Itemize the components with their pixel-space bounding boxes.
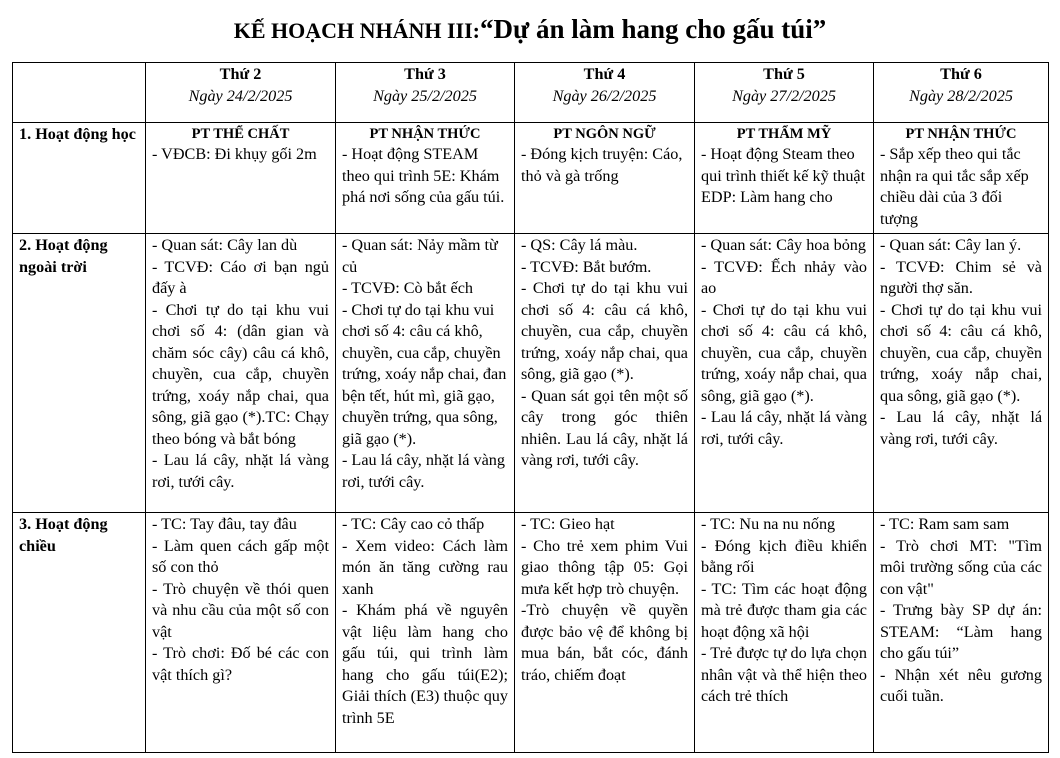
- activity-line: - Làm quen cách gấp một số con thỏ: [152, 536, 329, 576]
- activity-line: - TC: Ram sam sam: [880, 515, 1010, 533]
- activity-line: - TC: Nu na nu nống: [701, 515, 836, 533]
- activity-cell: [336, 234, 515, 513]
- activity-line: - Quan sát: Cây hoa bỏng: [701, 236, 866, 254]
- table-row: [13, 513, 1049, 753]
- activity-cell: [874, 234, 1049, 513]
- activity-line: - TCVĐ: Ếch nhảy vào ao: [701, 257, 867, 297]
- activity-line: - Trò chơi: Đố bé các con vật thích gì?: [152, 644, 329, 684]
- row-label-cell: [13, 234, 146, 513]
- activity-line: - Chơi tự do tại khu vui chơi số 4: câu cá khô, chuyền, cua cắp, chuyền trứng, xoáy nắp chai, qua sông, giã gạo (*).: [521, 279, 688, 383]
- subject-label: PT NHẬN THỨC: [905, 126, 1017, 142]
- activity-line: - Đóng kịch điều khiển bằng rối: [701, 536, 867, 576]
- activity-line: - Quan sát gọi tên một số cây trong góc thiên nhiên. Lau lá cây, nhặt lá vàng rơi, tưới cây.: [521, 386, 688, 469]
- row-label-cell: [13, 123, 146, 234]
- activity-line: - Trẻ được tự do lựa chọn nhân vật và thể hiện theo cách trẻ thích: [701, 644, 867, 705]
- activity-line: - Đóng kịch truyện: Cáo, thỏ và gà trống: [521, 145, 683, 185]
- header-row: [13, 63, 1049, 123]
- activity-line: - Xem video: Cách làm món ăn tăng cường rau xanh: [342, 536, 508, 598]
- title-prefix: KẾ HOẠCH NHÁNH III:: [233, 18, 480, 43]
- activity-cell: [515, 513, 695, 753]
- day-name: Thứ 6: [940, 65, 982, 83]
- table-row: [13, 234, 1049, 513]
- day-header: [874, 63, 1049, 123]
- row-label: 2. Hoạt động ngoài trời: [19, 236, 108, 276]
- row-label: 1. Hoạt động học: [19, 125, 136, 143]
- activity-line: - Lau lá cây, nhặt lá vàng rơi, tưới cây.: [342, 451, 505, 491]
- subject-label: PT NGÔN NGỮ: [553, 126, 656, 142]
- activity-line: - Quan sát: Cây lan dù: [152, 236, 298, 254]
- activity-cell: [336, 513, 515, 753]
- activity-line: - Quan sát: Cây lan ý.: [880, 236, 1022, 254]
- row-label-cell: [13, 513, 146, 753]
- activity-line: - Nhận xét nêu gương cuối tuần.: [880, 665, 1042, 705]
- activity-line: - Chơi tự do tại khu vui chơi số 4: câu cá khô, chuyền, cua cắp, chuyền trứng, xoáy nắp chai, qua sông, giã gạo (*).: [880, 300, 1042, 405]
- activity-line: - Khám phá về nguyên vật liệu làm hang cho gấu túi, qui trình làm hang cho gấu túi(E2); Giải thích (E3) thuộc quy trình 5E: [342, 601, 508, 727]
- activity-cell: [336, 123, 515, 234]
- day-date: Ngày 28/2/2025: [909, 86, 1013, 105]
- activity-line: - QS: Cây lá màu.: [521, 236, 638, 254]
- day-header: [515, 63, 695, 123]
- activity-line: - TCVĐ: Cò bắt ếch: [342, 279, 473, 297]
- activity-line: - TCVĐ: Bắt bướm.: [521, 257, 652, 276]
- corner-cell: [13, 63, 146, 123]
- activity-line: - Chơi tự do tại khu vui chơi số 4: câu cá khô, chuyền, cua cắp, chuyền trứng, xoáy nắp chai, đan bện tết, hút mì, giã gạo, chuyền trứng, qua sông, giã gạo (*).: [342, 300, 507, 448]
- activity-cell: [146, 123, 336, 234]
- activity-line: - Hoạt động Steam theo qui trình thiết kế kỹ thuật EDP: Làm hang cho: [701, 145, 866, 206]
- activity-line: - Chơi tự do tại khu vui chơi số 4: câu cá khô, chuyền, cua cắp, chuyền trứng, xoáy nắp chai, qua sông, giã gạo (*).: [701, 300, 867, 405]
- activity-cell: [515, 234, 695, 513]
- day-date: Ngày 25/2/2025: [373, 86, 477, 105]
- activity-line: - Lau lá cây, nhặt lá vàng rơi, tưới cây.: [152, 451, 329, 491]
- day-name: Thứ 5: [763, 65, 805, 83]
- activity-line: - VĐCB: Đi khụy gối 2m: [152, 145, 317, 163]
- activity-line: - TCVĐ: Cáo ơi bạn ngủ đấy à: [152, 257, 329, 297]
- day-header: [146, 63, 336, 123]
- activity-cell: [874, 513, 1049, 753]
- activity-line: - TC: Tìm các hoạt động mà trẻ được tham gia các hoạt động xã hội: [701, 579, 867, 641]
- activity-line: - Trò chuyện về thói quen và nhu cầu của một số con vật: [152, 579, 329, 641]
- activity-line: - Trưng bày SP dự án: STEAM: “Làm hang cho gấu túi”: [880, 601, 1042, 662]
- activity-cell: [874, 123, 1049, 234]
- day-date: Ngày 26/2/2025: [552, 86, 657, 105]
- activity-cell: [146, 513, 336, 753]
- activity-line: - Trò chơi MT: "Tìm môi trường sống của các con vật": [880, 536, 1042, 598]
- activity-line: - TC: Gieo hạt: [521, 515, 615, 533]
- activity-line: - Lau lá cây, nhặt lá vàng rơi, tưới cây.: [701, 408, 867, 448]
- day-header: [336, 63, 515, 123]
- activity-line: - TC: Cây cao cỏ thấp: [342, 515, 485, 533]
- activity-cell: [146, 234, 336, 513]
- activity-cell: [695, 513, 874, 753]
- weekly-plan-table: [12, 62, 1049, 753]
- day-name: Thứ 4: [583, 65, 626, 83]
- day-name: Thứ 3: [404, 65, 446, 83]
- subject-label: PT NHẬN THỨC: [369, 126, 481, 142]
- activity-line: - Quan sát: Nảy mầm từ củ: [342, 236, 498, 276]
- day-date: Ngày 27/2/2025: [732, 86, 836, 105]
- row-label: 3. Hoạt động chiều: [19, 515, 108, 555]
- table-row: [13, 123, 1049, 234]
- page-title: [0, 14, 1060, 45]
- activity-line: - Chơi tự do tại khu vui chơi số 4: (dân gian và chăm sóc cây) câu cá khô, chuyền, cua cắp, chuyền trứng, xoáy nắp chai, qua sông, giã gạo (*).TC: Chạy theo bóng và bắt bóng: [152, 300, 329, 448]
- activity-line: - TC: Tay đâu, tay đâu: [152, 515, 297, 533]
- day-date: Ngày 24/2/2025: [188, 86, 293, 105]
- subject-label: PT THẨM MỸ: [736, 126, 832, 142]
- activity-cell: [515, 123, 695, 234]
- activity-line: -Trò chuyện về quyền được bảo vệ để không bị mua bán, bắt cóc, đánh tráo, chiếm đoạt: [521, 601, 688, 684]
- activity-line: - Sắp xếp theo qui tắc nhận ra qui tắc sắp xếp chiều dài của 3 đối tượng: [880, 145, 1029, 228]
- title-name: “Dự án làm hang cho gấu túi”: [480, 14, 827, 44]
- activity-line: - Hoạt động STEAM theo qui trình 5E: Khám phá nơi sống của gấu túi.: [342, 145, 505, 206]
- day-header: [695, 63, 874, 123]
- activity-line: - Cho trẻ xem phim Vui giao thông tập 05: Gọi mưa kết hợp trò chuyện.: [521, 536, 688, 598]
- activity-cell: [695, 234, 874, 513]
- activity-line: - TCVĐ: Chim sẻ và người thợ săn.: [880, 257, 1042, 297]
- activity-line: - Lau lá cây, nhặt lá vàng rơi, tưới cây.: [880, 408, 1042, 448]
- day-name: Thứ 2: [219, 65, 262, 83]
- activity-cell: [695, 123, 874, 234]
- subject-label: PT THỂ CHẤT: [191, 126, 290, 142]
